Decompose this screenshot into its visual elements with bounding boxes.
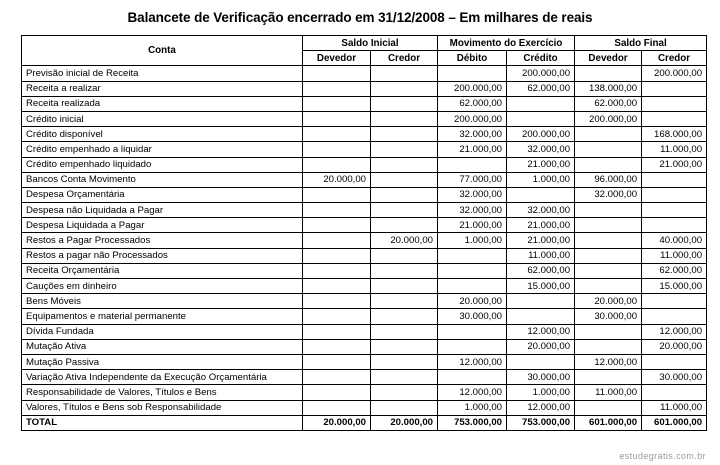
cell-conta: Bancos Conta Movimento: [22, 172, 303, 187]
cell-debito: 1.000,00: [438, 233, 507, 248]
cell-conta: Receita Orçamentária: [22, 263, 303, 278]
cell-debito: [438, 157, 507, 172]
cell-conta: Crédito empenhado a liquidar: [22, 142, 303, 157]
cell-si-credor: [371, 127, 438, 142]
cell-credito: 21.000,00: [507, 157, 575, 172]
cell-sf-credor: [642, 172, 707, 187]
cell-sf-credor: 62.000,00: [642, 263, 707, 278]
cell-si-devedor: [303, 309, 371, 324]
cell-sf-devedor: 62.000,00: [575, 96, 642, 111]
cell-sf-devedor: [575, 233, 642, 248]
cell-debito: 21.000,00: [438, 142, 507, 157]
cell-credito: 11.000,00: [507, 248, 575, 263]
table-row: [22, 111, 707, 126]
total-debito: 753.000,00: [438, 415, 507, 430]
cell-credito: 21.000,00: [507, 233, 575, 248]
cell-credito: 12.000,00: [507, 324, 575, 339]
cell-si-devedor: [303, 385, 371, 400]
cell-debito: 32.000,00: [438, 127, 507, 142]
cell-credito: 12.000,00: [507, 400, 575, 415]
cell-si-devedor: [303, 354, 371, 369]
cell-sf-credor: 20.000,00: [642, 339, 707, 354]
table-row: [22, 400, 707, 415]
cell-conta: Despesa Liquidada a Pagar: [22, 218, 303, 233]
cell-sf-devedor: [575, 370, 642, 385]
cell-debito: [438, 324, 507, 339]
cell-si-credor: [371, 400, 438, 415]
cell-debito: [438, 279, 507, 294]
cell-si-credor: [371, 218, 438, 233]
table-row: [22, 233, 707, 248]
cell-sf-devedor: 96.000,00: [575, 172, 642, 187]
cell-sf-devedor: [575, 218, 642, 233]
header-si-credor: Credor: [371, 51, 438, 66]
cell-si-credor: [371, 263, 438, 278]
cell-credito: 15.000,00: [507, 279, 575, 294]
cell-sf-credor: [642, 354, 707, 369]
cell-credito: [507, 187, 575, 202]
cell-sf-credor: 12.000,00: [642, 324, 707, 339]
table-row: [22, 142, 707, 157]
cell-debito: [438, 339, 507, 354]
cell-sf-credor: 40.000,00: [642, 233, 707, 248]
header-sf-devedor: Devedor: [575, 51, 642, 66]
cell-sf-credor: [642, 294, 707, 309]
cell-debito: 1.000,00: [438, 400, 507, 415]
cell-si-devedor: [303, 294, 371, 309]
cell-si-devedor: [303, 127, 371, 142]
cell-sf-devedor: [575, 263, 642, 278]
cell-credito: 62.000,00: [507, 263, 575, 278]
table-row: [22, 324, 707, 339]
cell-debito: [438, 370, 507, 385]
cell-si-devedor: [303, 400, 371, 415]
cell-sf-devedor: [575, 324, 642, 339]
table-row: [22, 66, 707, 81]
cell-conta: Crédito disponível: [22, 127, 303, 142]
cell-si-devedor: [303, 142, 371, 157]
cell-si-credor: [371, 172, 438, 187]
total-credito: 753.000,00: [507, 415, 575, 430]
cell-debito: 12.000,00: [438, 385, 507, 400]
cell-debito: [438, 66, 507, 81]
cell-si-credor: [371, 157, 438, 172]
cell-conta: Restos a Pagar Processados: [22, 233, 303, 248]
cell-si-devedor: [303, 66, 371, 81]
cell-sf-credor: [642, 187, 707, 202]
cell-sf-credor: 168.000,00: [642, 127, 707, 142]
cell-conta: Crédito empenhado liquidado: [22, 157, 303, 172]
table-row: [22, 96, 707, 111]
cell-si-devedor: [303, 96, 371, 111]
cell-conta: Equipamentos e material permanente: [22, 309, 303, 324]
cell-debito: 32.000,00: [438, 187, 507, 202]
cell-si-credor: [371, 354, 438, 369]
cell-si-credor: [371, 81, 438, 96]
cell-si-credor: [371, 370, 438, 385]
table-row: [22, 263, 707, 278]
cell-si-devedor: [303, 324, 371, 339]
total-sf-credor: 601.000,00: [642, 415, 707, 430]
cell-si-credor: 20.000,00: [371, 233, 438, 248]
cell-si-credor: [371, 203, 438, 218]
cell-credito: [507, 96, 575, 111]
cell-si-credor: [371, 96, 438, 111]
cell-sf-credor: 200.000,00: [642, 66, 707, 81]
document-title: Balancete de Verificação encerrado em 31/12/2008 – Em milhares de reais: [127, 10, 593, 25]
table-row: [22, 248, 707, 263]
cell-sf-devedor: 12.000,00: [575, 354, 642, 369]
cell-sf-credor: [642, 81, 707, 96]
table-row: [22, 187, 707, 202]
cell-sf-credor: 15.000,00: [642, 279, 707, 294]
cell-si-devedor: [303, 370, 371, 385]
cell-si-devedor: [303, 111, 371, 126]
cell-sf-credor: 11.000,00: [642, 142, 707, 157]
cell-sf-devedor: 20.000,00: [575, 294, 642, 309]
table-row: [22, 339, 707, 354]
cell-si-credor: [371, 324, 438, 339]
cell-sf-devedor: [575, 203, 642, 218]
cell-si-credor: [371, 309, 438, 324]
cell-sf-credor: 11.000,00: [642, 248, 707, 263]
cell-conta: Restos a pagar não Processados: [22, 248, 303, 263]
cell-sf-credor: [642, 203, 707, 218]
table-row: [22, 279, 707, 294]
table-row: [22, 203, 707, 218]
cell-sf-credor: [642, 111, 707, 126]
cell-debito: 62.000,00: [438, 96, 507, 111]
cell-si-devedor: 20.000,00: [303, 172, 371, 187]
table-row: [22, 81, 707, 96]
cell-si-credor: [371, 294, 438, 309]
total-si-credor: 20.000,00: [371, 415, 438, 430]
cell-si-devedor: [303, 248, 371, 263]
cell-debito: 30.000,00: [438, 309, 507, 324]
cell-sf-devedor: [575, 127, 642, 142]
cell-credito: 1.000,00: [507, 172, 575, 187]
cell-conta: Previsão inicial de Receita: [22, 66, 303, 81]
cell-si-credor: [371, 187, 438, 202]
table-body: [22, 66, 707, 415]
header-conta: Conta: [22, 36, 303, 66]
cell-si-credor: [371, 385, 438, 400]
table-row: [22, 172, 707, 187]
cell-conta: Responsabilidade de Valores, Títulos e Bens: [22, 385, 303, 400]
total-sf-devedor: 601.000,00: [575, 415, 642, 430]
cell-si-credor: [371, 279, 438, 294]
header-sf-credor: Credor: [642, 51, 707, 66]
cell-debito: 21.000,00: [438, 218, 507, 233]
cell-credito: 30.000,00: [507, 370, 575, 385]
cell-si-credor: [371, 248, 438, 263]
cell-conta: Cauções em dinheiro: [22, 279, 303, 294]
header-si-devedor: Devedor: [303, 51, 371, 66]
cell-debito: [438, 248, 507, 263]
total-row: [22, 415, 707, 430]
header-row-groups: [22, 36, 707, 51]
cell-credito: [507, 294, 575, 309]
cell-si-devedor: [303, 279, 371, 294]
header-saldo-inicial: Saldo Inicial: [303, 36, 438, 51]
cell-si-devedor: [303, 263, 371, 278]
cell-debito: 77.000,00: [438, 172, 507, 187]
trial-balance-table: [21, 35, 707, 431]
cell-sf-devedor: [575, 400, 642, 415]
cell-si-devedor: [303, 218, 371, 233]
cell-si-devedor: [303, 157, 371, 172]
cell-debito: 12.000,00: [438, 354, 507, 369]
cell-debito: 20.000,00: [438, 294, 507, 309]
cell-si-devedor: [303, 203, 371, 218]
cell-debito: 32.000,00: [438, 203, 507, 218]
header-debito: Débito: [438, 51, 507, 66]
cell-si-credor: [371, 339, 438, 354]
cell-credito: 32.000,00: [507, 203, 575, 218]
cell-credito: [507, 354, 575, 369]
cell-credito: [507, 111, 575, 126]
header-credito: Crédito: [507, 51, 575, 66]
table-row: [22, 354, 707, 369]
cell-sf-devedor: [575, 248, 642, 263]
table-row: [22, 370, 707, 385]
cell-sf-credor: 30.000,00: [642, 370, 707, 385]
cell-conta: Mutação Passiva: [22, 354, 303, 369]
cell-si-credor: [371, 66, 438, 81]
cell-sf-devedor: 200.000,00: [575, 111, 642, 126]
cell-si-devedor: [303, 339, 371, 354]
table-row: [22, 157, 707, 172]
cell-sf-devedor: [575, 66, 642, 81]
cell-credito: 1.000,00: [507, 385, 575, 400]
watermark: estudegratis.com.br: [619, 451, 706, 461]
table-row: [22, 385, 707, 400]
cell-sf-credor: [642, 309, 707, 324]
table-row: [22, 294, 707, 309]
cell-si-devedor: [303, 233, 371, 248]
cell-debito: 200.000,00: [438, 81, 507, 96]
cell-conta: Despesa Orçamentária: [22, 187, 303, 202]
cell-credito: [507, 309, 575, 324]
cell-sf-credor: [642, 96, 707, 111]
cell-sf-devedor: [575, 339, 642, 354]
cell-sf-devedor: 32.000,00: [575, 187, 642, 202]
table-row: [22, 127, 707, 142]
cell-conta: Dívida Fundada: [22, 324, 303, 339]
cell-credito: 20.000,00: [507, 339, 575, 354]
cell-conta: Variação Ativa Independente da Execução Orçamentária: [22, 370, 303, 385]
cell-sf-credor: 11.000,00: [642, 400, 707, 415]
cell-credito: 62.000,00: [507, 81, 575, 96]
cell-sf-devedor: [575, 142, 642, 157]
cell-conta: Despesa não Liquidada a Pagar: [22, 203, 303, 218]
cell-credito: 200.000,00: [507, 66, 575, 81]
cell-credito: 200.000,00: [507, 127, 575, 142]
header-movimento: Movimento do Exercício: [438, 36, 575, 51]
cell-sf-credor: [642, 218, 707, 233]
cell-conta: Crédito inicial: [22, 111, 303, 126]
cell-sf-devedor: [575, 279, 642, 294]
cell-sf-devedor: 138.000,00: [575, 81, 642, 96]
total-si-devedor: 20.000,00: [303, 415, 371, 430]
cell-conta: Mutação Ativa: [22, 339, 303, 354]
cell-credito: 32.000,00: [507, 142, 575, 157]
header-saldo-final: Saldo Final: [575, 36, 707, 51]
cell-conta: Valores, Títulos e Bens sob Responsabilidade: [22, 400, 303, 415]
cell-sf-credor: 21.000,00: [642, 157, 707, 172]
cell-si-credor: [371, 142, 438, 157]
cell-sf-devedor: 11.000,00: [575, 385, 642, 400]
cell-sf-devedor: 30.000,00: [575, 309, 642, 324]
cell-sf-credor: [642, 385, 707, 400]
total-label: TOTAL: [22, 415, 303, 430]
cell-conta: Receita realizada: [22, 96, 303, 111]
cell-conta: Bens Móveis: [22, 294, 303, 309]
cell-sf-devedor: [575, 157, 642, 172]
cell-si-devedor: [303, 187, 371, 202]
cell-conta: Receita a realizar: [22, 81, 303, 96]
cell-debito: [438, 263, 507, 278]
cell-debito: 200.000,00: [438, 111, 507, 126]
table-row: [22, 218, 707, 233]
cell-si-credor: [371, 111, 438, 126]
cell-si-devedor: [303, 81, 371, 96]
cell-credito: 21.000,00: [507, 218, 575, 233]
table-row: [22, 309, 707, 324]
